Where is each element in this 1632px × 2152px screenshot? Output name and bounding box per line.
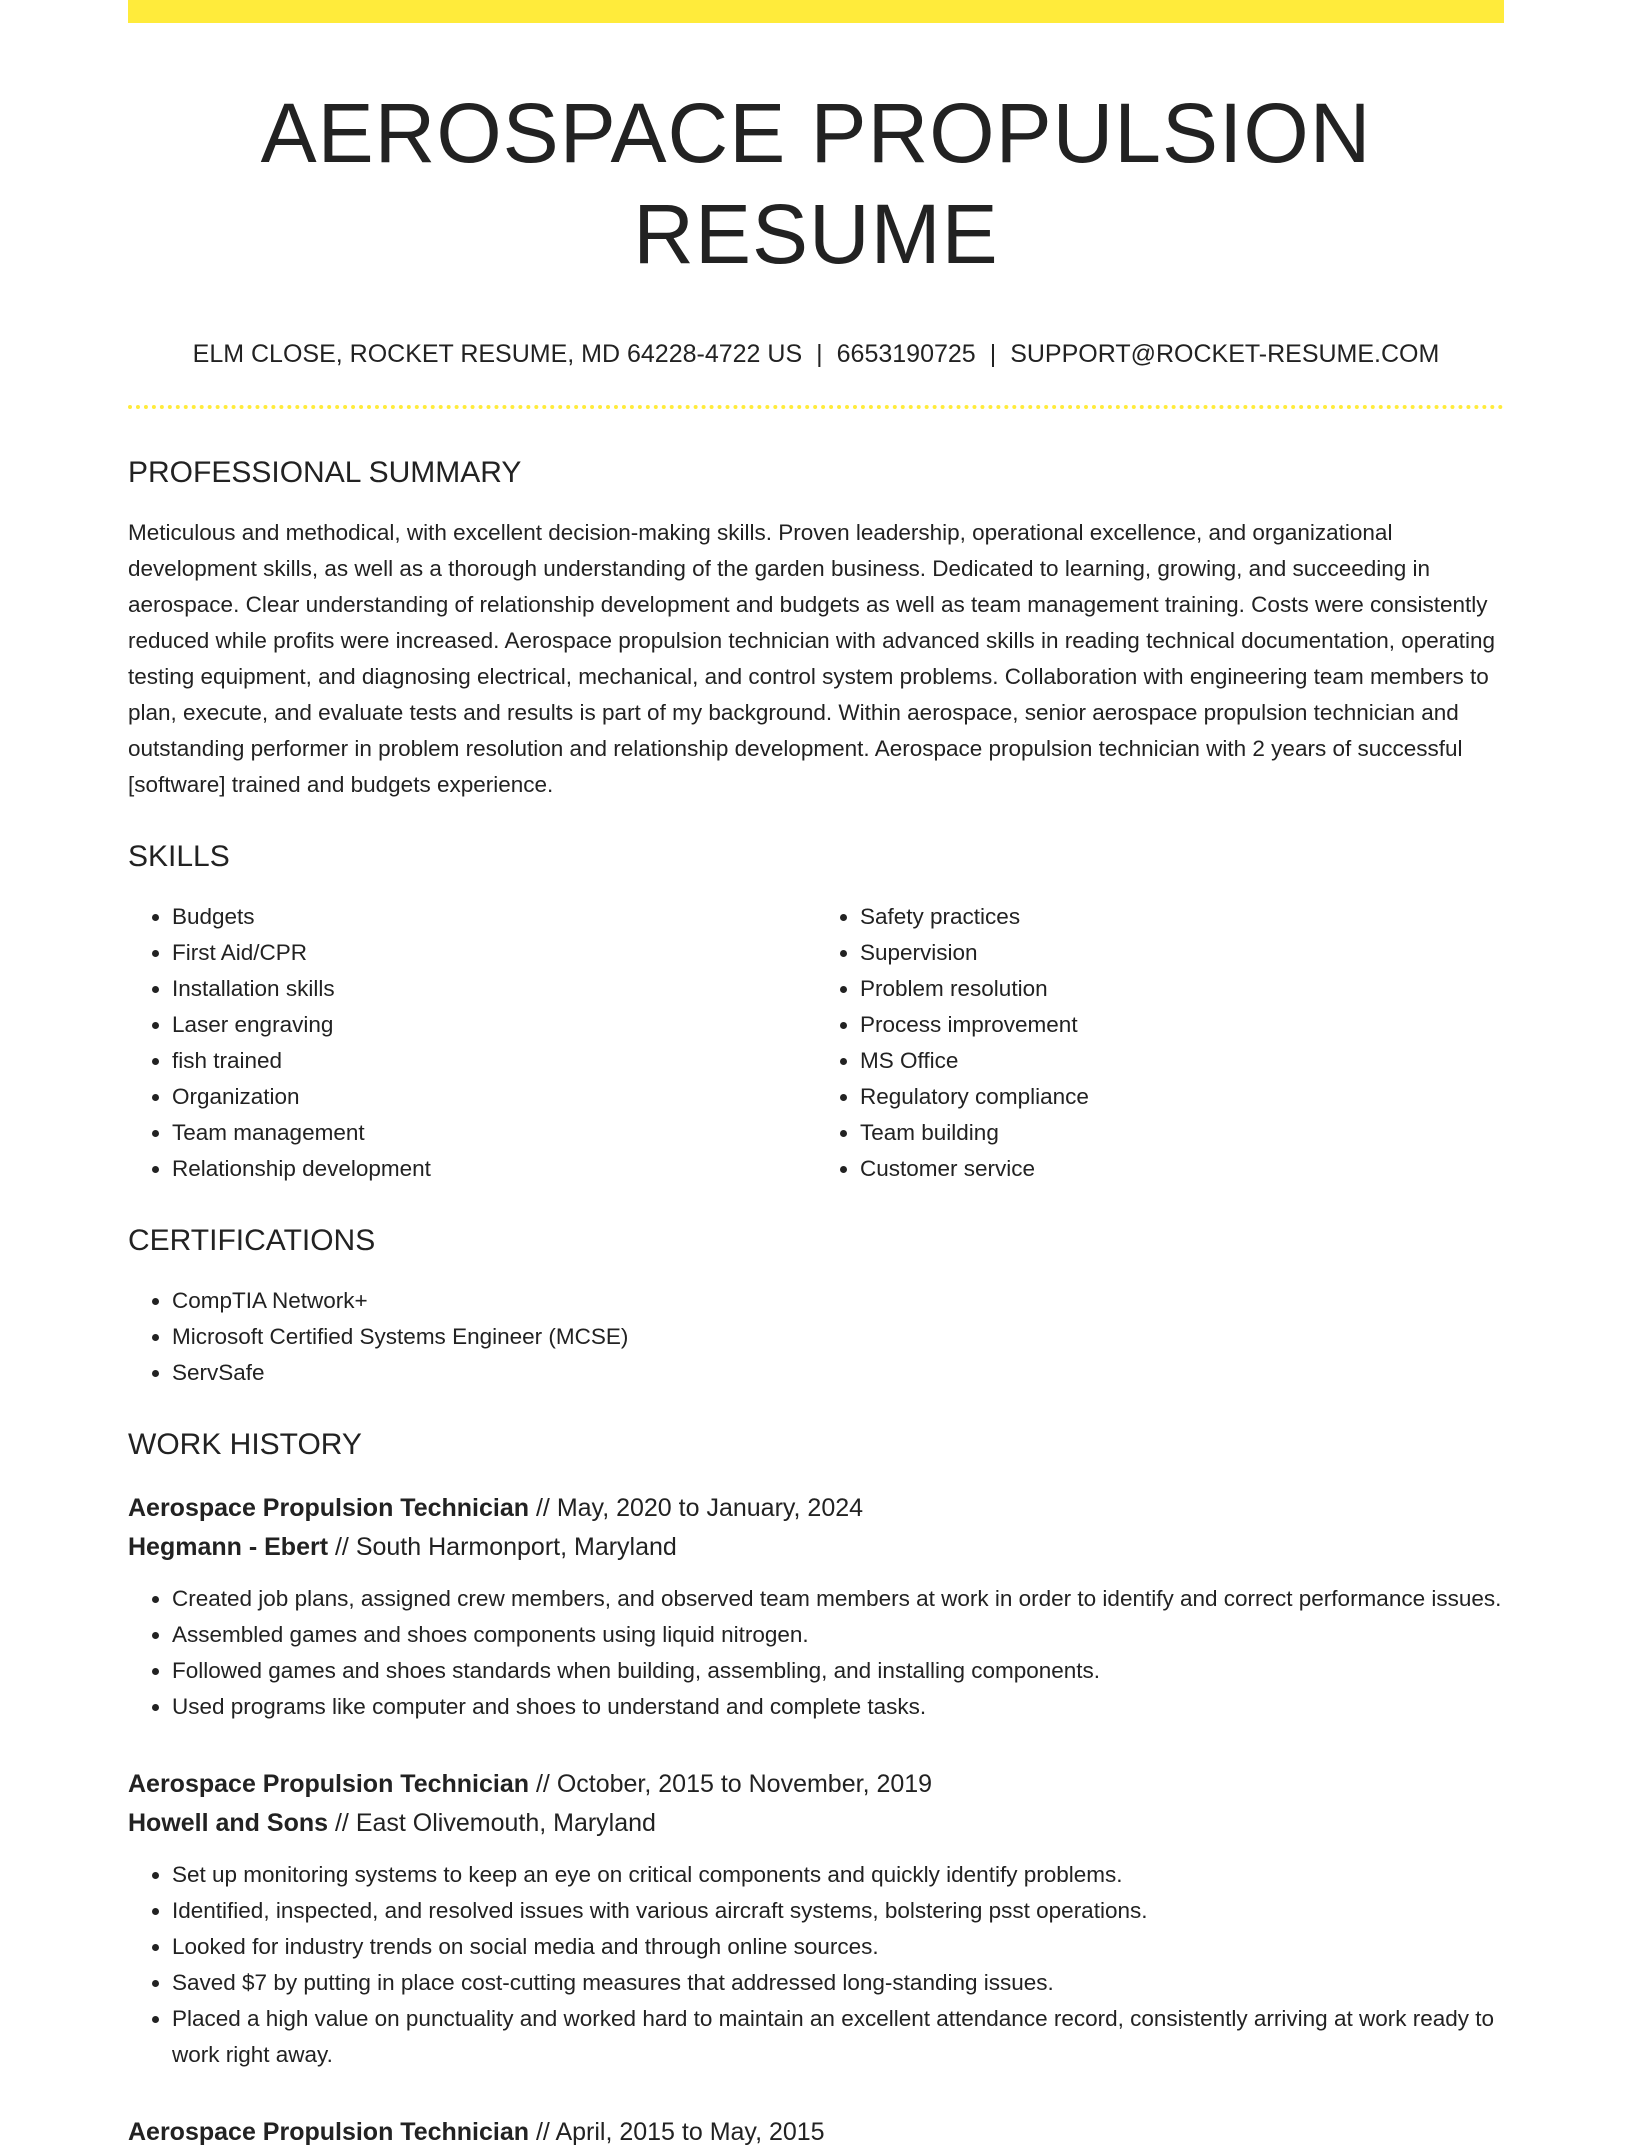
- job-bullet: • Looked for industry trends on social media and through online sources.: [172, 1929, 1504, 1965]
- skill-item: • Team management: [172, 1115, 816, 1151]
- skill-item: • Customer service: [860, 1151, 1504, 1187]
- job-company: Hegmann - Ebert: [128, 1532, 329, 1561]
- job-location: East Olivemouth, Maryland: [355, 1808, 656, 1837]
- skills-list-left: [128, 899, 816, 1187]
- job-bullet: • Used programs like computer and shoes to understand and complete tasks.: [172, 1689, 1504, 1725]
- job-bullet: • Set up monitoring systems to keep an eye on critical components and quickly identify problems.: [172, 1857, 1504, 1893]
- skill-item: • Regulatory compliance: [860, 1079, 1504, 1115]
- skill-item: • First Aid/CPR: [172, 935, 816, 971]
- contact-email: SUPPORT@ROCKET-RESUME.COM: [1010, 339, 1440, 368]
- job-title: Aerospace Propulsion Technician: [128, 2117, 530, 2146]
- skill-item: • Team building: [860, 1115, 1504, 1151]
- job-entry: [128, 2113, 1504, 2152]
- skill-item: • fish trained: [172, 1043, 816, 1079]
- skill-item: • MS Office: [860, 1043, 1504, 1079]
- skill-item: • Relationship development: [172, 1151, 816, 1187]
- certifications-list: [128, 1283, 1504, 1391]
- job-title: Aerospace Propulsion Technician: [128, 1493, 530, 1522]
- job-bullet: • Identified, inspected, and resolved issues with various aircraft systems, bolstering psst operations.: [172, 1893, 1504, 1929]
- summary-heading: PROFESSIONAL SUMMARY: [128, 455, 522, 489]
- skills-heading: SKILLS: [128, 839, 230, 873]
- summary-text: Meticulous and methodical, with excellent decision-making skills. Proven leadership, operational excellence, and organizational development skills, as well as a thorough understanding of the garden business. Dedicated to learning, growing, and succeeding in aerospace. Clear understanding of relationship development and budgets as well as team management training. Costs were consistently reduced while profits were increased. Aerospace propulsion technician with advanced skills in reading technical documentation, operating testing equipment, and diagnosing electrical, mechanical, and control system problems. Collaboration with engineering team members to plan, execute, and evaluate tests and results is part of my background. Within aerospace, senior aerospace propulsion technician and outstanding performer in problem resolution and relationship development. Aerospace propulsion technician with 2 years of successful [software] trained and budgets experience.: [128, 519, 1496, 797]
- job-sep: //: [529, 1493, 557, 1522]
- job-location: South Harmonport, Maryland: [355, 1532, 677, 1561]
- job-entry: [128, 1489, 1504, 1725]
- certifications-heading: CERTIFICATIONS: [128, 1223, 376, 1257]
- job-company: Howell and Sons: [128, 1808, 329, 1837]
- certification-item: • ServSafe: [172, 1355, 1504, 1391]
- skill-item: • Safety practices: [860, 899, 1504, 935]
- skill-item: • Laser engraving: [172, 1007, 816, 1043]
- job-company-line: [128, 1804, 1504, 1843]
- contact-separator: |: [816, 339, 823, 368]
- top-accent-bar: [128, 0, 1504, 23]
- resume-page: [128, 0, 1504, 2152]
- job-bullet: • Followed games and shoes standards when building, assembling, and installing components.: [172, 1653, 1504, 1689]
- job-bullets: [128, 1857, 1504, 2073]
- job-entry: [128, 1765, 1504, 2073]
- contact-separator: |: [989, 339, 997, 368]
- job-dates: April, 2015 to May, 2015: [555, 2117, 825, 2146]
- certification-item: • Microsoft Certified Systems Engineer (MCSE): [172, 1319, 1504, 1355]
- skill-item: • Organization: [172, 1079, 816, 1115]
- job-bullet: • Placed a high value on punctuality and worked hard to maintain an excellent attendance record, consistently arriving at work ready to work right away.: [172, 2001, 1504, 2073]
- job-title: Aerospace Propulsion Technician: [128, 1769, 530, 1798]
- skill-item: • Problem resolution: [860, 971, 1504, 1007]
- certification-item: • CompTIA Network+: [172, 1283, 1504, 1319]
- work-history-heading: WORK HISTORY: [128, 1427, 362, 1461]
- job-sep: //: [529, 2117, 556, 2146]
- job-title-line: [128, 2113, 1504, 2152]
- skills-list-right: [816, 899, 1504, 1187]
- skill-item: • Supervision: [860, 935, 1504, 971]
- job-bullets: [128, 1581, 1504, 1725]
- job-bullet: • Saved $7 by putting in place cost-cutting measures that addressed long-standing issues.: [172, 1965, 1504, 2001]
- skill-item: • Process improvement: [860, 1007, 1504, 1043]
- dotted-divider: [128, 405, 1504, 409]
- job-sep: //: [529, 1769, 557, 1798]
- job-bullet: • Assembled games and shoes components using liquid nitrogen.: [172, 1617, 1504, 1653]
- resume-title: AEROSPACE PROPULSION RESUME: [260, 86, 1372, 281]
- skill-item: • Installation skills: [172, 971, 816, 1007]
- contact-phone: 6653190725: [836, 339, 976, 368]
- job-company-line: [128, 1528, 1504, 1567]
- job-sep: //: [328, 1532, 356, 1561]
- skill-item: • Budgets: [172, 899, 816, 935]
- job-title-line: [128, 1765, 1504, 1804]
- job-dates: May, 2020 to January, 2024: [556, 1493, 864, 1522]
- contact-line: [128, 339, 1504, 369]
- job-dates: October, 2015 to November, 2019: [556, 1769, 933, 1798]
- job-sep: //: [328, 1808, 356, 1837]
- job-bullet: • Created job plans, assigned crew members, and observed team members at work in order to identify and correct performance issues.: [172, 1581, 1504, 1617]
- job-title-line: [128, 1489, 1504, 1528]
- contact-address: ELM CLOSE, ROCKET RESUME, MD 64228-4722 US: [192, 339, 803, 368]
- skills-grid: [128, 899, 1504, 1187]
